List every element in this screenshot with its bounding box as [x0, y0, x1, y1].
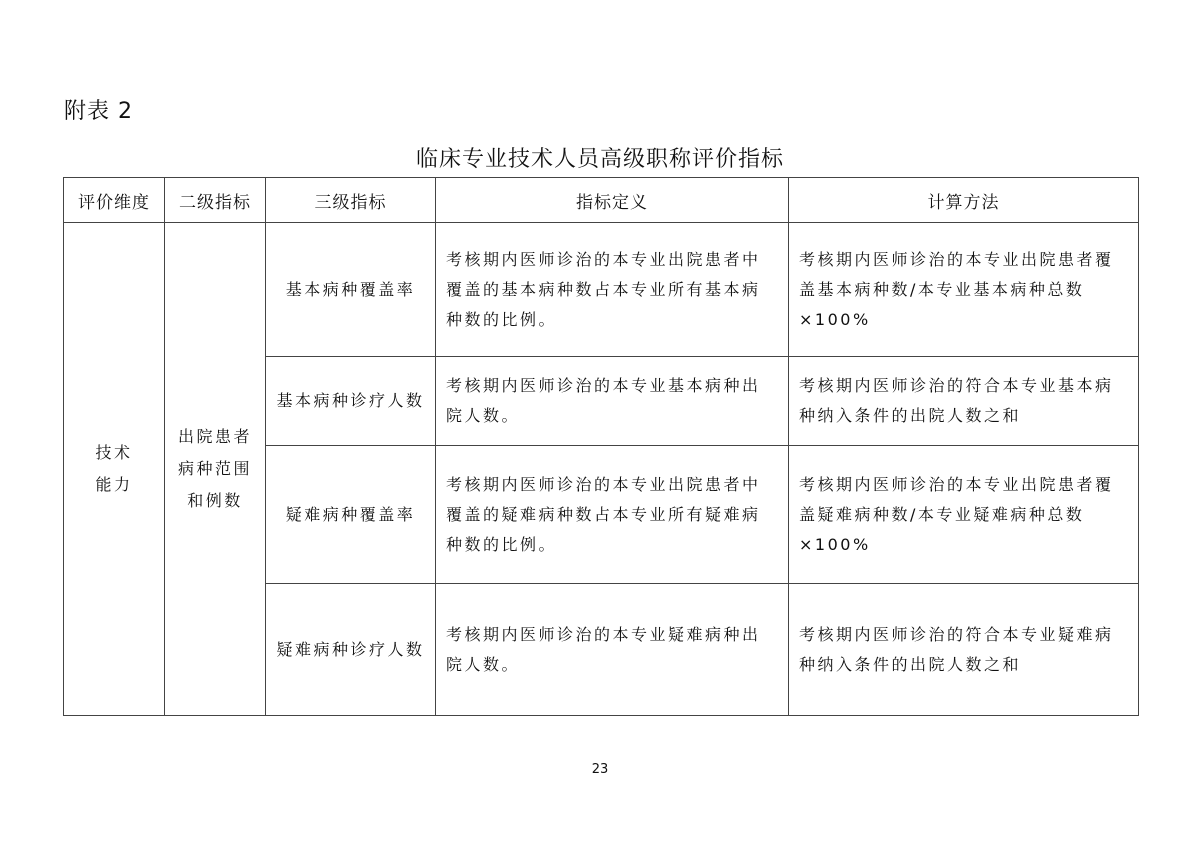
document-title: 临床专业技术人员高级职称评价指标 [415, 147, 784, 172]
table-row [64, 223, 1139, 357]
header-method: 计算方法 [789, 178, 1139, 223]
appendix-label: 附表 2 [64, 99, 133, 124]
header-level3: 三级指标 [266, 178, 436, 223]
definition-cell: 考核期内医师诊治的本专业出院患者中覆盖的基本病种数占本专业所有基本病种数的比例。 [436, 223, 789, 357]
level3-cell: 疑难病种诊疗人数 [266, 584, 436, 716]
dimension-cell [64, 223, 165, 716]
level3-cell: 疑难病种覆盖率 [266, 446, 436, 584]
page-number: 23 [591, 762, 609, 777]
definition-cell: 考核期内医师诊治的本专业基本病种出院人数。 [436, 357, 789, 446]
indicator-table [63, 177, 1139, 716]
header-dimension: 评价维度 [64, 178, 165, 223]
level3-cell: 基本病种覆盖率 [266, 223, 436, 357]
method-cell: 考核期内医师诊治的本专业出院患者覆盖疑难病种数/本专业疑难病种总数×100% [789, 446, 1139, 584]
level2-cell [165, 223, 266, 716]
definition-cell: 考核期内医师诊治的本专业出院患者中覆盖的疑难病种数占本专业所有疑难病种数的比例。 [436, 446, 789, 584]
definition-cell: 考核期内医师诊治的本专业疑难病种出院人数。 [436, 584, 789, 716]
method-cell: 考核期内医师诊治的符合本专业疑难病种纳入条件的出院人数之和 [789, 584, 1139, 716]
level2-text: 出院患者 病种范围 和例数 [177, 427, 252, 510]
header-definition: 指标定义 [436, 178, 789, 223]
dimension-text: 技术 能力 [95, 443, 133, 494]
level3-cell: 基本病种诊疗人数 [266, 357, 436, 446]
table-header-row [64, 178, 1139, 223]
method-cell: 考核期内医师诊治的符合本专业基本病种纳入条件的出院人数之和 [789, 357, 1139, 446]
method-cell: 考核期内医师诊治的本专业出院患者覆盖基本病种数/本专业基本病种总数×100% [789, 223, 1139, 357]
header-level2: 二级指标 [165, 178, 266, 223]
